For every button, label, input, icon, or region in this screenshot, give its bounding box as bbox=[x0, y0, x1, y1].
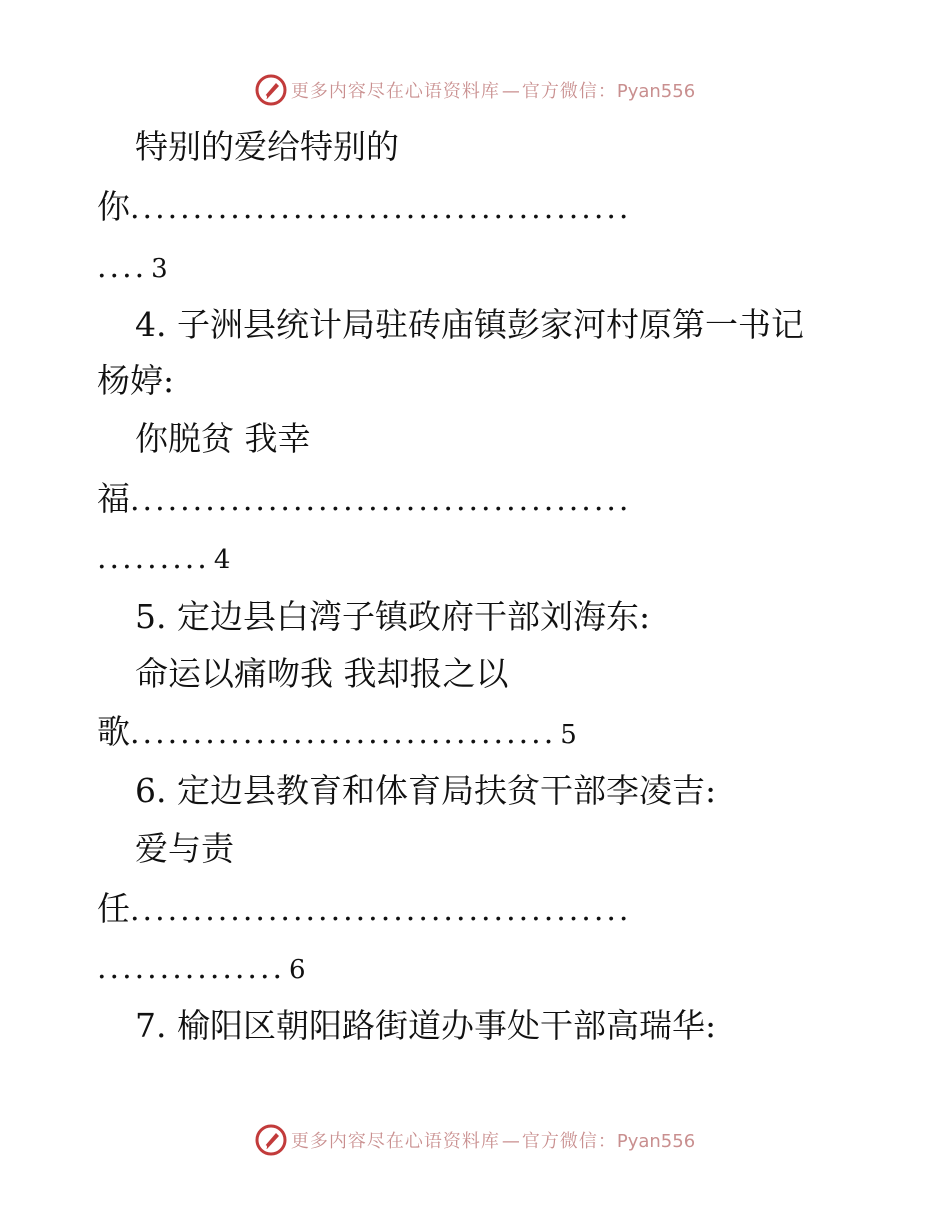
toc-heading: 6. 定边县教育和体育局扶贫干部李凌吉: bbox=[135, 771, 717, 810]
page-number: 4 bbox=[213, 545, 231, 575]
toc-entry: 你........................................ bbox=[97, 187, 632, 226]
toc-entry-continuation: .... 3 bbox=[97, 250, 168, 285]
page-number: 5 bbox=[560, 720, 577, 750]
toc-title: 特别的爱给特别的 bbox=[135, 127, 399, 166]
toc-entry: 福........................................ bbox=[97, 479, 632, 518]
pen-logo-icon bbox=[255, 1124, 287, 1156]
toc-heading: 4. 子洲县统计局驻砖庙镇彭家河村原第一书记 bbox=[135, 305, 804, 344]
page-number: 3 bbox=[151, 254, 168, 284]
toc-title: 你脱贫 我幸 bbox=[135, 419, 311, 458]
toc-heading-continuation: 杨婷: bbox=[97, 361, 175, 400]
toc-heading: 7. 榆阳区朝阳路街道办事处干部高瑞华: bbox=[135, 1006, 717, 1045]
pen-logo-icon bbox=[255, 74, 287, 106]
toc-entry-continuation: ............... 6 bbox=[97, 951, 306, 986]
footer-watermark bbox=[0, 1120, 950, 1160]
toc-title: 命运以痛吻我 我却报之以 bbox=[135, 654, 509, 693]
toc-title: 爱与责 bbox=[135, 829, 234, 868]
header-watermark bbox=[0, 70, 950, 110]
watermark-text: 更多内容尽在心语资料库 — 官方微信：Pyan556 bbox=[290, 81, 696, 102]
watermark-text: 更多内容尽在心语资料库 — 官方微信：Pyan556 bbox=[290, 1131, 696, 1152]
toc-entry-continuation: ......... 4 bbox=[97, 541, 231, 576]
toc-entry: 歌.................................. 5 bbox=[97, 712, 577, 751]
toc-heading: 5. 定边县白湾子镇政府干部刘海东: bbox=[135, 597, 651, 636]
toc-entry: 任........................................ bbox=[97, 889, 632, 928]
page-number: 6 bbox=[289, 955, 306, 985]
